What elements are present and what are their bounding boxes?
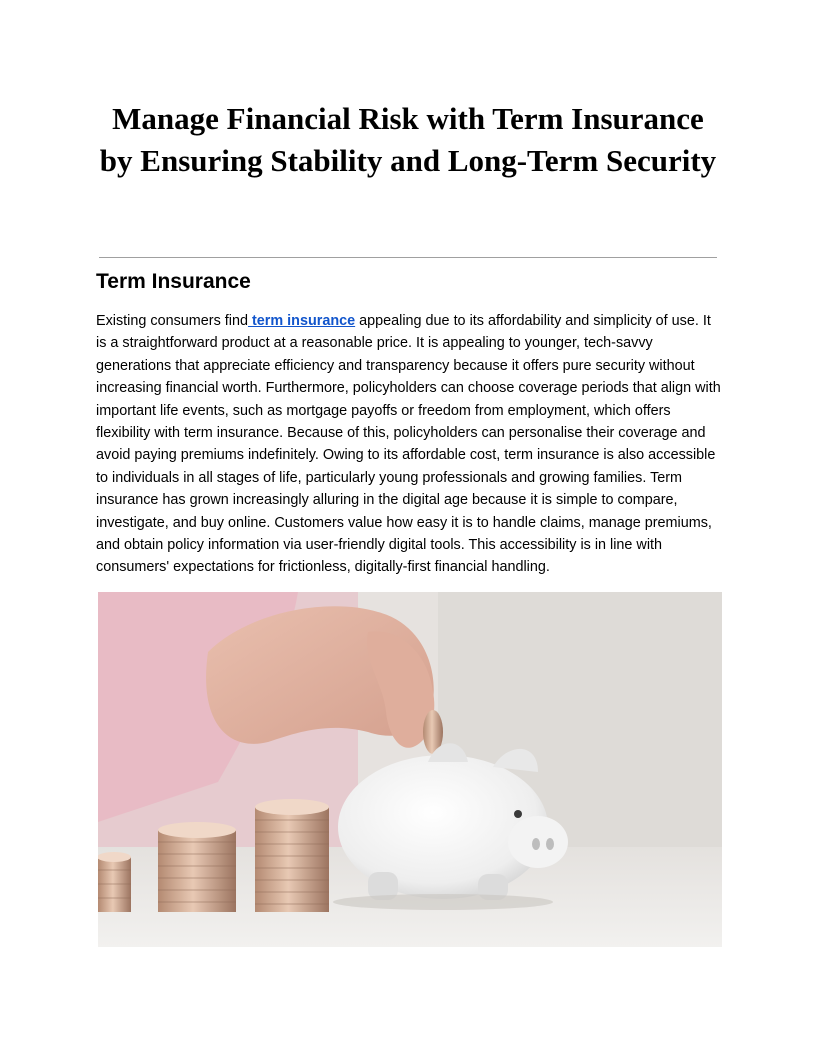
- piggy-bank-coins-image: [98, 592, 722, 947]
- horizontal-divider: [99, 257, 717, 258]
- section-heading: Term Insurance: [96, 270, 251, 293]
- paragraph-text-start: Existing consumers find: [96, 313, 248, 329]
- page-title: Manage Financial Risk with Term Insurance by Ensuring Stability and Long-Term Security: [99, 101, 717, 178]
- paragraph-text-end: appealing due to its affordability and simplicity of use. It is a straightforward product at a reasonable price. It is appealing to younger, tech-savvy generations that appreciate efficiency and transparency because it offers pure security without increasing financial worth. Furthermore, policyholders can choose coverage periods that align with important life events, such as mortgage payoffs or freedom from employment, which offers flexibility with term insurance. Because of this, policyholders can personalise their coverage and avoid paying premiums indefinitely. Owing to its affordable cost, term insurance is also accessible to individuals in all stages of life, particularly young professionals and growing families. Term insurance has grown increasingly alluring in the digital age because it is simple to compare, investigate, and buy online. Customers value how easy it is to handle claims, manage premiums, and obtain policy information via user-friendly digital tools. This accessibility is in line with consumers' expectations for frictionless, digitally-first financial handling.: [96, 313, 721, 576]
- term-insurance-link[interactable]: term insurance: [247, 313, 356, 329]
- body-paragraph: [96, 310, 722, 579]
